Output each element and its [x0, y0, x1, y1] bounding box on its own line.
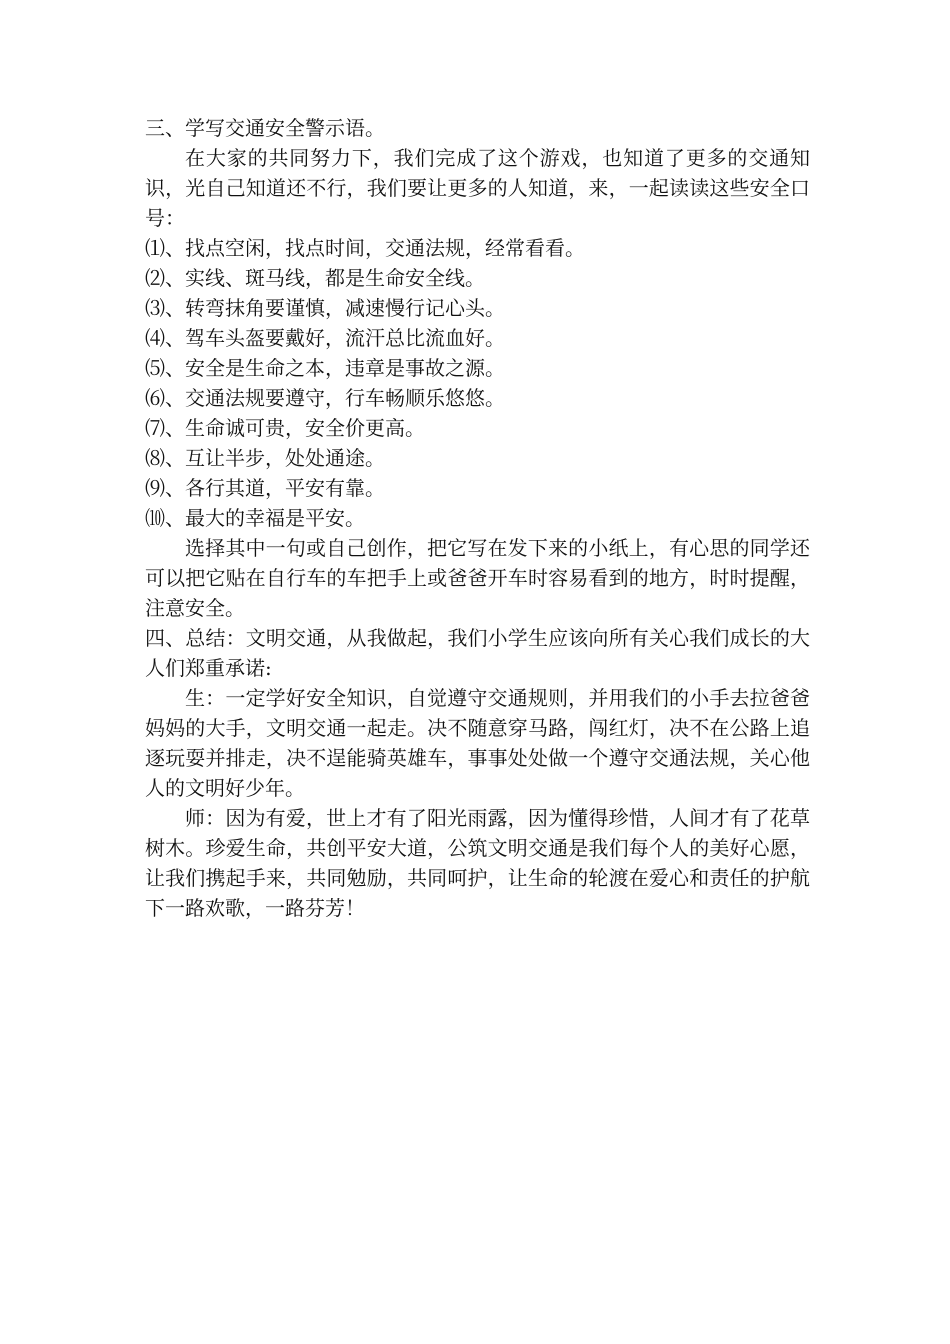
slogan-item: ⑼、各行其道，平安有靠。 [145, 476, 385, 500]
document-body [145, 113, 810, 923]
teacher-closing: 师：因为有爱，世上才有了阳光雨露，因为懂得珍惜，人间才有了花草树木。珍爱生命，共创平安大道，公筑文明交通是我们每个人的美好心愿，让我们携起手来，共同勉励，共同呵护，让生命的轮渡在爱心和责任的护航下一路欢歌，一路芬芳！ [145, 806, 810, 920]
slogan-item: ⑷、驾车头盔要戴好，流汗总比流血好。 [145, 326, 505, 350]
section-3-intro: 在大家的共同努力下，我们完成了这个游戏，也知道了更多的交通知识，光自己知道还不行，我们要让更多的人知道，来，一起读读这些安全口号： [145, 146, 810, 230]
section-3-outro: 选择其中一句或自己创作，把它写在发下来的小纸上，有心思的同学还可以把它贴在自行车的车把手上或爸爸开车时容易看到的地方，时时提醒，注意安全。 [145, 536, 810, 620]
slogan-item: ⑽、最大的幸福是平安。 [145, 506, 365, 530]
slogan-item: ⑶、转弯抹角要谨慎，减速慢行记心头。 [145, 296, 505, 320]
slogan-item: ⑹、交通法规要遵守，行车畅顺乐悠悠。 [145, 386, 505, 410]
section-3-heading: 三、学写交通安全警示语。 [145, 116, 385, 140]
slogan-list [145, 233, 810, 533]
slogan-item: ⑺、生命诚可贵，安全价更高。 [145, 416, 425, 440]
section-4-heading: 四、总结：文明交通，从我做起，我们小学生应该向所有关心我们成长的大人们郑重承诺: [145, 626, 810, 680]
slogan-item: ⑻、互让半步，处处通途。 [145, 446, 385, 470]
student-pledge: 生：一定学好安全知识，自觉遵守交通规则，并用我们的小手去拉爸爸妈妈的大手，文明交通一起走。决不随意穿马路，闯红灯，决不在公路上追逐玩耍并排走，决不逞能骑英雄车，事事处处做一个遵守交通法规，关心他人的文明好少年。 [145, 686, 810, 800]
slogan-item: ⑴、找点空闲，找点时间，交通法规，经常看看。 [145, 236, 585, 260]
slogan-item: ⑵、实线、斑马线，都是生命安全线。 [145, 266, 485, 290]
slogan-item: ⑸、安全是生命之本，违章是事故之源。 [145, 356, 505, 380]
